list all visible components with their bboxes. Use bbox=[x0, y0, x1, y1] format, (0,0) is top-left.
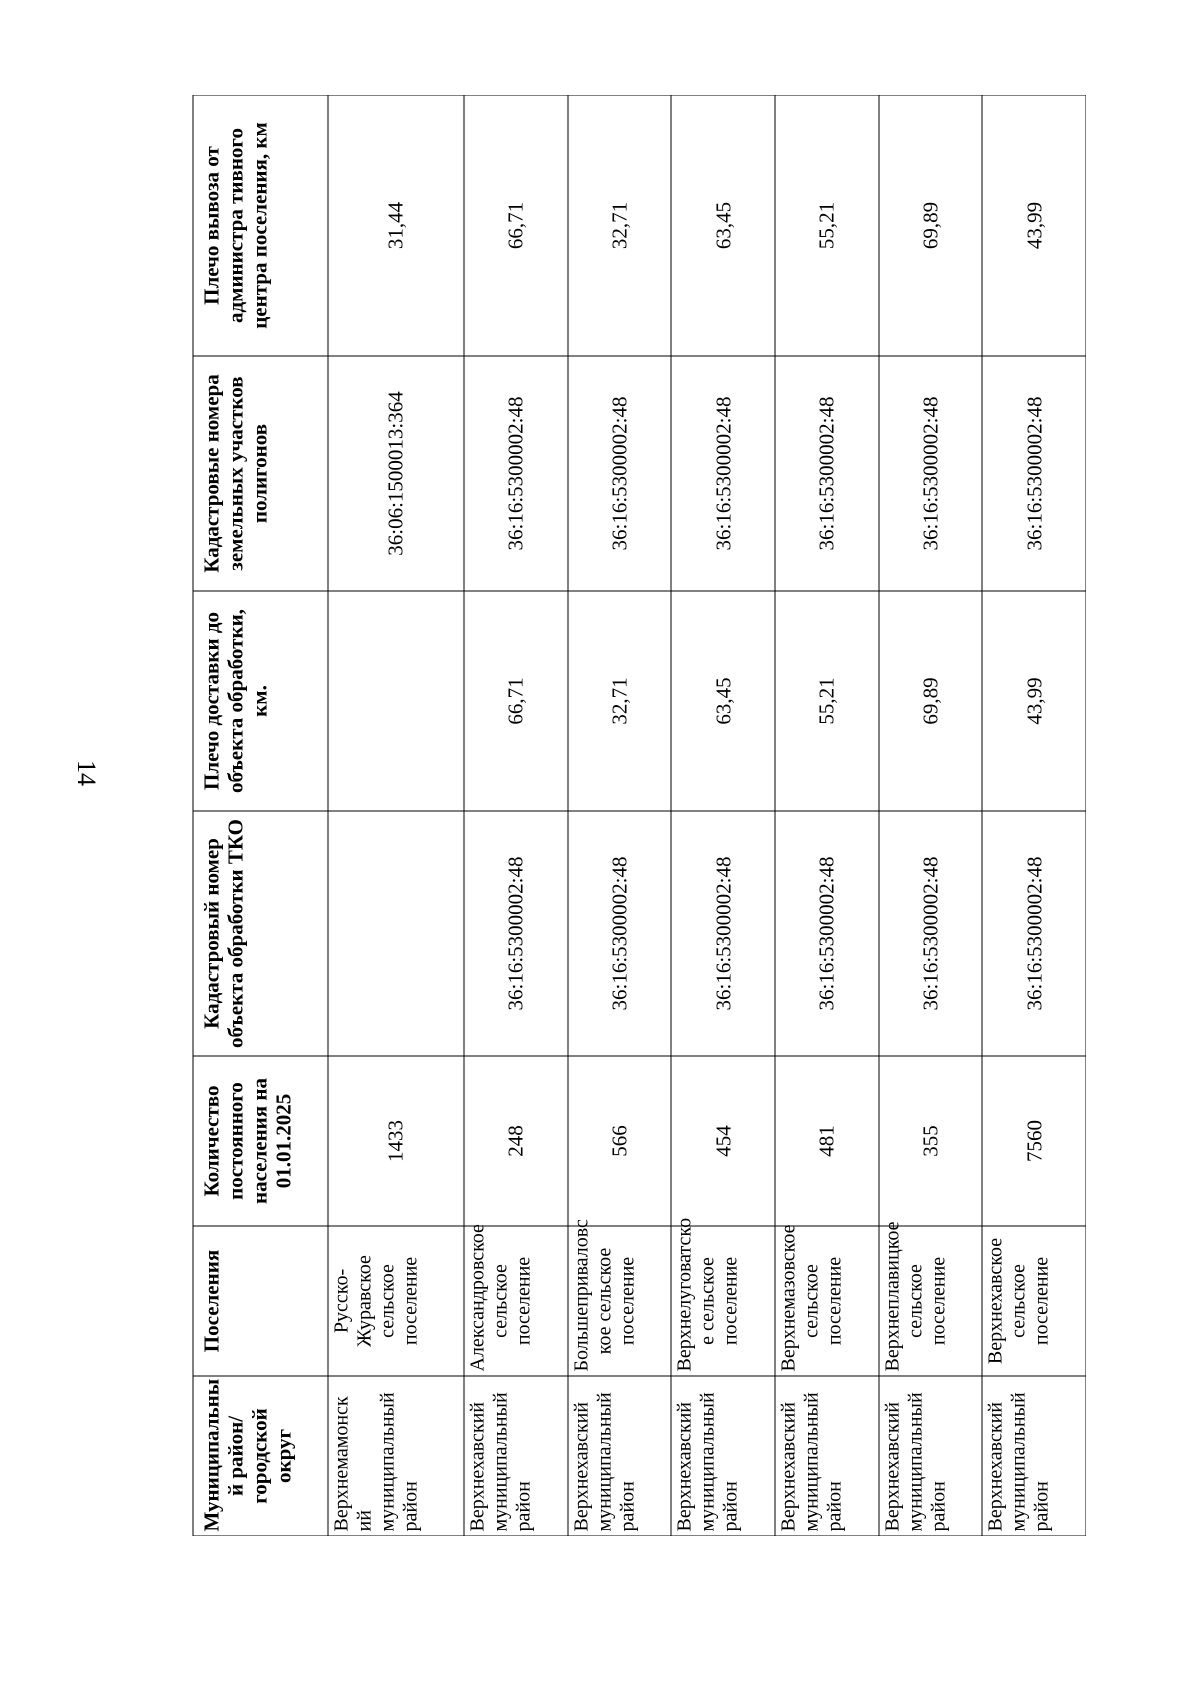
cell-settlement: Большеприваловс кое сельское поселение bbox=[567, 1226, 671, 1376]
header-settlement: Поселения bbox=[193, 1226, 328, 1376]
header-population: Количество постоянного населения на 01.01.2025 bbox=[193, 1056, 328, 1226]
cell-processing-cadastral: 36:16:5300002:48 bbox=[463, 811, 567, 1056]
table-row bbox=[982, 95, 1086, 1536]
cell-processing-cadastral: 36:16:5300002:48 bbox=[878, 811, 982, 1056]
table-header-row bbox=[193, 95, 328, 1536]
header-removal-distance: Плечо вывоза от администра тивного центра поселения, км bbox=[193, 95, 328, 356]
page-number: 14 bbox=[72, 760, 101, 786]
cell-removal-distance: 66,71 bbox=[463, 95, 567, 356]
cell-landfill-cadastral: 36:16:5300002:48 bbox=[982, 356, 1086, 591]
cell-delivery-distance: 32,71 bbox=[567, 591, 671, 811]
header-landfill-cadastral: Кадастровые номера земельных участков полигонов bbox=[193, 356, 328, 591]
cell-settlement: Верхнелуговатско е сельское поселение bbox=[671, 1226, 775, 1376]
cell-municipality: Верхнехавский муниципальный район bbox=[878, 1376, 982, 1536]
cell-population: 481 bbox=[774, 1056, 878, 1226]
cell-settlement: Русско-Журавское сельское поселение bbox=[328, 1226, 464, 1376]
cell-settlement: Верхнеплавицкое сельское поселение bbox=[878, 1226, 982, 1376]
cell-municipality: Верхнехавский муниципальный район bbox=[567, 1376, 671, 1536]
cell-delivery-distance: 66,71 bbox=[463, 591, 567, 811]
cell-settlement: Александровское сельское поселение bbox=[463, 1226, 567, 1376]
cell-delivery-distance: 55,21 bbox=[774, 591, 878, 811]
cell-removal-distance: 55,21 bbox=[774, 95, 878, 356]
table-row bbox=[671, 95, 775, 1536]
cell-processing-cadastral: 36:16:5300002:48 bbox=[774, 811, 878, 1056]
cell-population: 248 bbox=[463, 1056, 567, 1226]
cell-population: 566 bbox=[567, 1056, 671, 1226]
cell-landfill-cadastral: 36:06:1500013:364 bbox=[328, 356, 464, 591]
table-row bbox=[774, 95, 878, 1536]
cell-processing-cadastral: 36:16:5300002:48 bbox=[671, 811, 775, 1056]
header-municipality: Муниципальны й район/ городской округ bbox=[193, 1376, 328, 1536]
cell-processing-cadastral: 36:16:5300002:48 bbox=[567, 811, 671, 1056]
rotated-table-frame bbox=[192, 95, 1086, 1536]
cell-municipality: Верхнехавский муниципальный район bbox=[463, 1376, 567, 1536]
cell-population: 7560 bbox=[982, 1056, 1086, 1226]
cell-settlement: Верхнемазовское сельское поселение bbox=[774, 1226, 878, 1376]
cell-municipality: Верхнемамонск ий муниципальный район bbox=[328, 1376, 464, 1536]
cell-delivery-distance bbox=[328, 591, 464, 811]
cell-municipality: Верхнехавский муниципальный район bbox=[774, 1376, 878, 1536]
cell-processing-cadastral: 36:16:5300002:48 bbox=[982, 811, 1086, 1056]
table-row bbox=[463, 95, 567, 1536]
cell-delivery-distance: 43,99 bbox=[982, 591, 1086, 811]
cell-population: 454 bbox=[671, 1056, 775, 1226]
cell-municipality: Верхнехавский муниципальный район bbox=[982, 1376, 1086, 1536]
cell-processing-cadastral bbox=[328, 811, 464, 1056]
table-row bbox=[328, 95, 464, 1536]
table-container bbox=[192, 95, 1086, 1536]
cell-landfill-cadastral: 36:16:5300002:48 bbox=[774, 356, 878, 591]
table-row bbox=[567, 95, 671, 1536]
cell-municipality: Верхнехавский муниципальный район bbox=[671, 1376, 775, 1536]
cell-delivery-distance: 69,89 bbox=[878, 591, 982, 811]
table-row bbox=[878, 95, 982, 1536]
header-processing-cadastral: Кадастровый номер объекта обработки ТКО bbox=[193, 811, 328, 1056]
cell-removal-distance: 63,45 bbox=[671, 95, 775, 356]
cell-removal-distance: 43,99 bbox=[982, 95, 1086, 356]
cell-landfill-cadastral: 36:16:5300002:48 bbox=[463, 356, 567, 591]
cell-delivery-distance: 63,45 bbox=[671, 591, 775, 811]
cell-removal-distance: 69,89 bbox=[878, 95, 982, 356]
header-delivery-distance: Плечо доставки до объекта обработки, км. bbox=[193, 591, 328, 811]
cell-population: 355 bbox=[878, 1056, 982, 1226]
cell-landfill-cadastral: 36:16:5300002:48 bbox=[567, 356, 671, 591]
cell-removal-distance: 32,71 bbox=[567, 95, 671, 356]
cell-landfill-cadastral: 36:16:5300002:48 bbox=[878, 356, 982, 591]
waste-logistics-table bbox=[192, 95, 1086, 1536]
cell-settlement: Верхнехавское сельское поселение bbox=[982, 1226, 1086, 1376]
cell-landfill-cadastral: 36:16:5300002:48 bbox=[671, 356, 775, 591]
cell-removal-distance: 31,44 bbox=[328, 95, 464, 356]
cell-population: 1433 bbox=[328, 1056, 464, 1226]
